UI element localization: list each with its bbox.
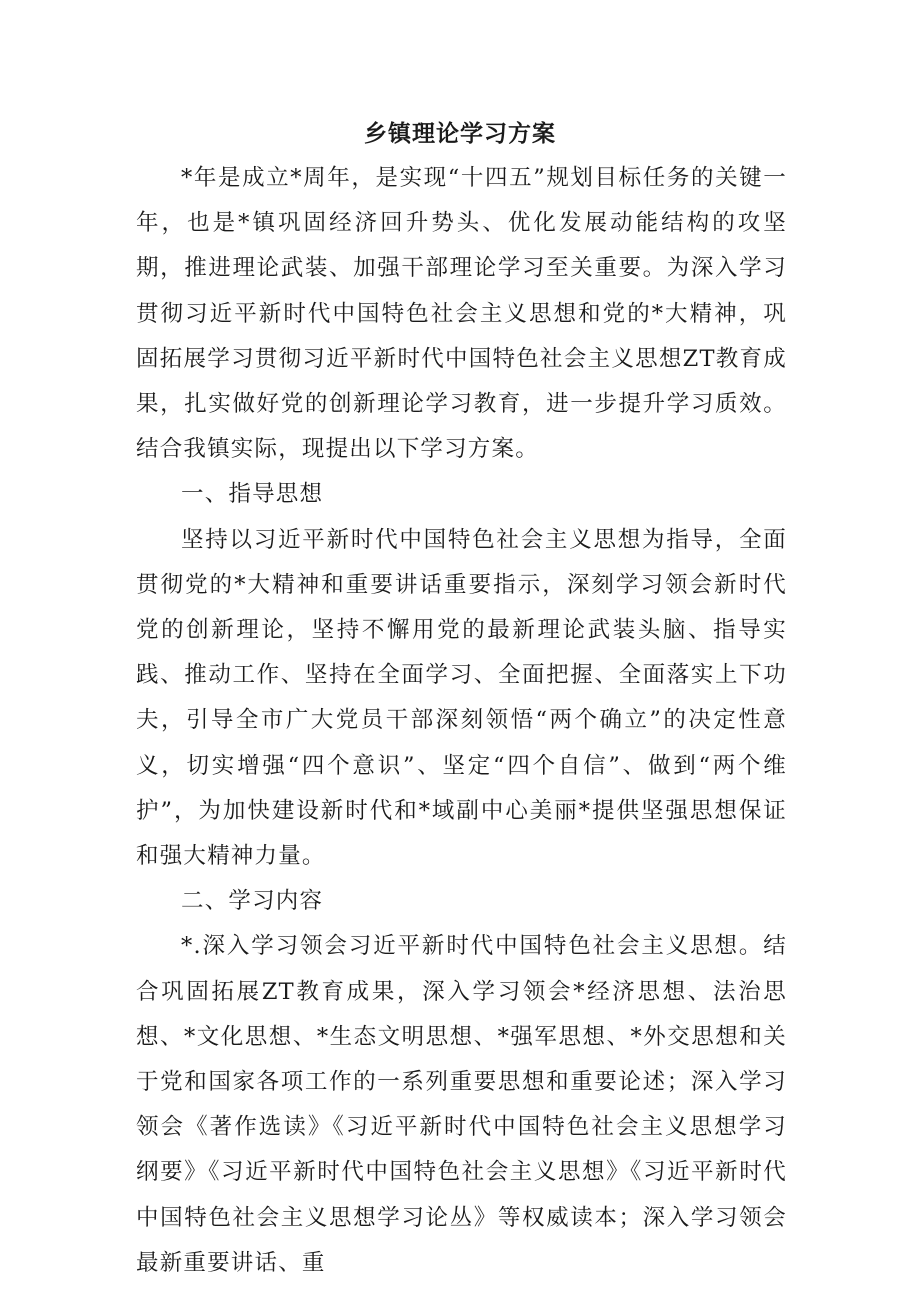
section-heading-study-content: 二、学习内容 [181,888,324,915]
document-title: 乡镇理论学习方案 [364,121,556,147]
section-heading-guiding-ideology: 一、指导思想 [181,481,324,508]
study-content-paragraph: *.深入学习领会习近平新时代中国特色社会主义思想。结合巩固拓展ZT教育成果，深入学习领会*经济思想、法治思想、*文化思想、*生态文明思想、*强军思想、*外交思想和关于党和国家各项工作的一系列重要思想和重要论述；深入学习领会《著作选读》《习近平新时代中国特色社会主义思想学习纲要》《习近平新时代中国特色社会主义思想》《习近平新时代中国特色社会主义思想学习论丛》等权威读本；深入学习领会最新重要讲话、重 [136,933,787,1276]
intro-paragraph: *年是成立*周年，是实现“十四五”规划目标任务的关键一年，也是*镇巩固经济回升势头、优化发展动能结构的攻坚期，推进理论武装、加强干部理论学习至关重要。为深入学习贯彻习近平新时代中国特色社会主义思想和党的*大精神，巩固拓展学习贯彻习近平新时代中国特色社会主义思想ZT教育成果，扎实做好党的创新理论学习教育，进一步提升学习质效。结合我镇实际，现提出以下学习方案。 [136,165,787,463]
guiding-ideology-paragraph: 坚持以习近平新时代中国特色社会主义思想为指导，全面贯彻党的*大精神和重要讲话重要指示，深刻学习领会新时代党的创新理论，坚持不懈用党的最新理论武装头脑、指导实践、推动工作、坚持在全面学习、全面把握、全面落实上下功夫，引导全市广大党员干部深刻领悟“两个确立”的决定性意义，切实增强“四个意识”、坚定“四个自信”、做到“两个维护”，为加快建设新时代和*域副中心美丽*提供坚强思想保证和强大精神力量。 [136,526,787,870]
document-body [136,156,787,1286]
